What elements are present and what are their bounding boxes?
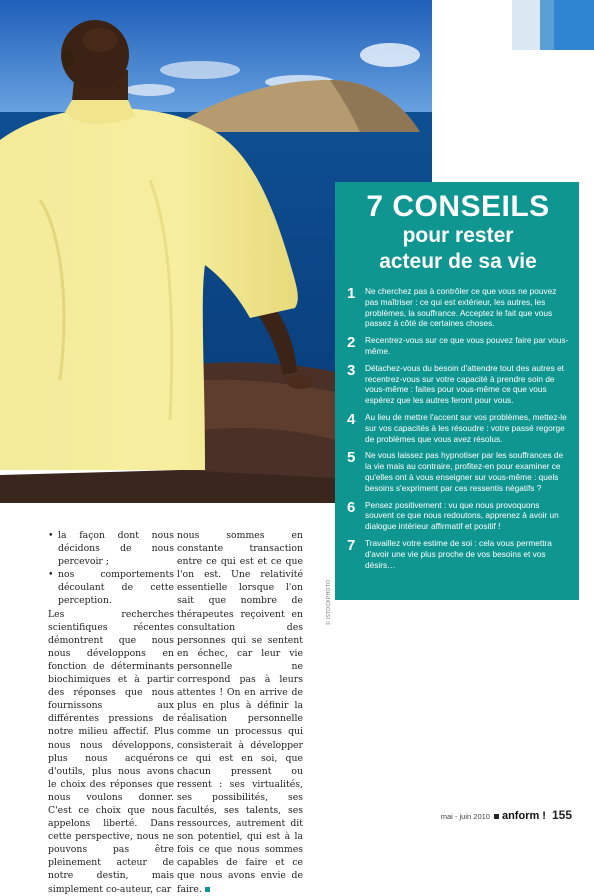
tip-item [347, 363, 569, 406]
body-paragraph: nous sommes en constante transaction entre ce qui est et ce que l'on est. Une relativité essentielle lorsque l'on sait que nombre de thérapeutes reçoivent en consultation des personnes qui se sentent en échec, car leur vie personnelle ne correspond pas à leurs attentes ! On en arrive de plus en plus à définir la réalisation personnelle comme un processus qui consisterait à développer ce qui est en soi, que chacun pressent ou ressent : ses virtualités, ses possibilités, ses facultés, ses talents, ses ressources, autrement dit son potentiel, qui est à la fois ce que nous sommes capables de faire et ce que nous avons envie de faire. [177, 530, 303, 895]
top-block-blue [554, 0, 594, 50]
tip-number: 4 [347, 410, 356, 428]
tip-number: 2 [347, 334, 356, 352]
top-block-mid [540, 0, 554, 50]
top-block-light [512, 0, 540, 50]
tips-box [335, 182, 579, 600]
page-footer [441, 808, 572, 822]
footer-date: mai - juin 2010 [440, 812, 490, 821]
tips-subtitle-line2: acteur de sa vie [379, 250, 537, 273]
photo-credit: © ISTOCKPHOTO [326, 579, 332, 625]
tip-number: 3 [347, 361, 356, 379]
tip-text: Au lieu de mettre l'accent sur vos problèmes, mettez-le sur vos capacités à les résoudre : votre passé regorge de problèmes que vous avez résolus. [365, 411, 567, 444]
tip-text: Pensez positivement : vu que nous provoquons souvent ce que nous redoutons, apprenez à avoir un dialogue intérieur affirmatif et positif ! [365, 499, 559, 532]
tip-item [347, 335, 569, 357]
footer-brand: anform ! [501, 810, 546, 822]
tip-item [347, 412, 569, 444]
tip-text: Travaillez votre estime de soi : cela vous permettra d'avoir une vie plus proche de vos besoins et vos désirs… [365, 537, 552, 570]
tip-number: 6 [347, 498, 356, 516]
tip-text: Ne vous laissez pas hypnotiser par les souffrances de la vie mais au contraire, profitez-en pour examiner ce qu'elles ont à vous enseigner sur vous-même : quels besoins s'expriment par ces ressentis négatifs ? [365, 450, 564, 493]
tip-text: Recentrez-vous sur ce que vous pouvez faire par vous-même. [365, 335, 569, 356]
tip-number: 5 [347, 449, 356, 467]
tip-item [347, 500, 569, 532]
tip-item [347, 286, 569, 329]
tip-item [347, 538, 569, 570]
body-paragraph: Les recherches scientifiques récentes démontrent que nous nous développons en fonction de déterminants biochimiques et à partir des réponses que nous fournissons aux différentes pressions de notre milieu affectif. Plus nous nous développons, plus nous acquérons d'outils, plus nous avons le choix des réponses que nous voulons donner. C'est ce choix que nous appelons liberté. Dans cette perspective, nous ne pouvons pas être pleinement acteur de notre destin, mais simplement co-auteur, car [48, 608, 174, 895]
bullet-item: • la façon dont nous décidons de nous percevoir ; [48, 529, 174, 568]
tips-subtitle-line1: pour rester [402, 224, 514, 247]
page-number: 155 [551, 808, 572, 822]
footer-square-icon [494, 814, 499, 819]
end-of-article-mark [205, 887, 210, 892]
tip-text: Ne cherchez pas à contrôler ce que vous ne pouvez pas maîtriser : ce qui est extérieur, les autres, les problèmes, la souffrance. Acceptez le fait que vous passez à côté de certaines choses. [365, 286, 557, 329]
tip-item [347, 450, 569, 493]
tip-number: 1 [347, 285, 356, 302]
bullet-list [48, 529, 174, 608]
top-color-blocks [512, 0, 594, 50]
tip-number: 7 [347, 536, 356, 554]
tips-title: 7 CONSEILS [366, 190, 550, 223]
bullet-item: • nos comportements découlant de cette perception. [48, 568, 174, 607]
tip-text: Détachez-vous du besoin d'attendre tout des autres et recentrez-vous sur votre capacité à prendre soin de vous-même : faites pour vous-même ce que vous espérez que les autres feront pour vous. [365, 362, 564, 406]
tip-list [347, 286, 569, 570]
